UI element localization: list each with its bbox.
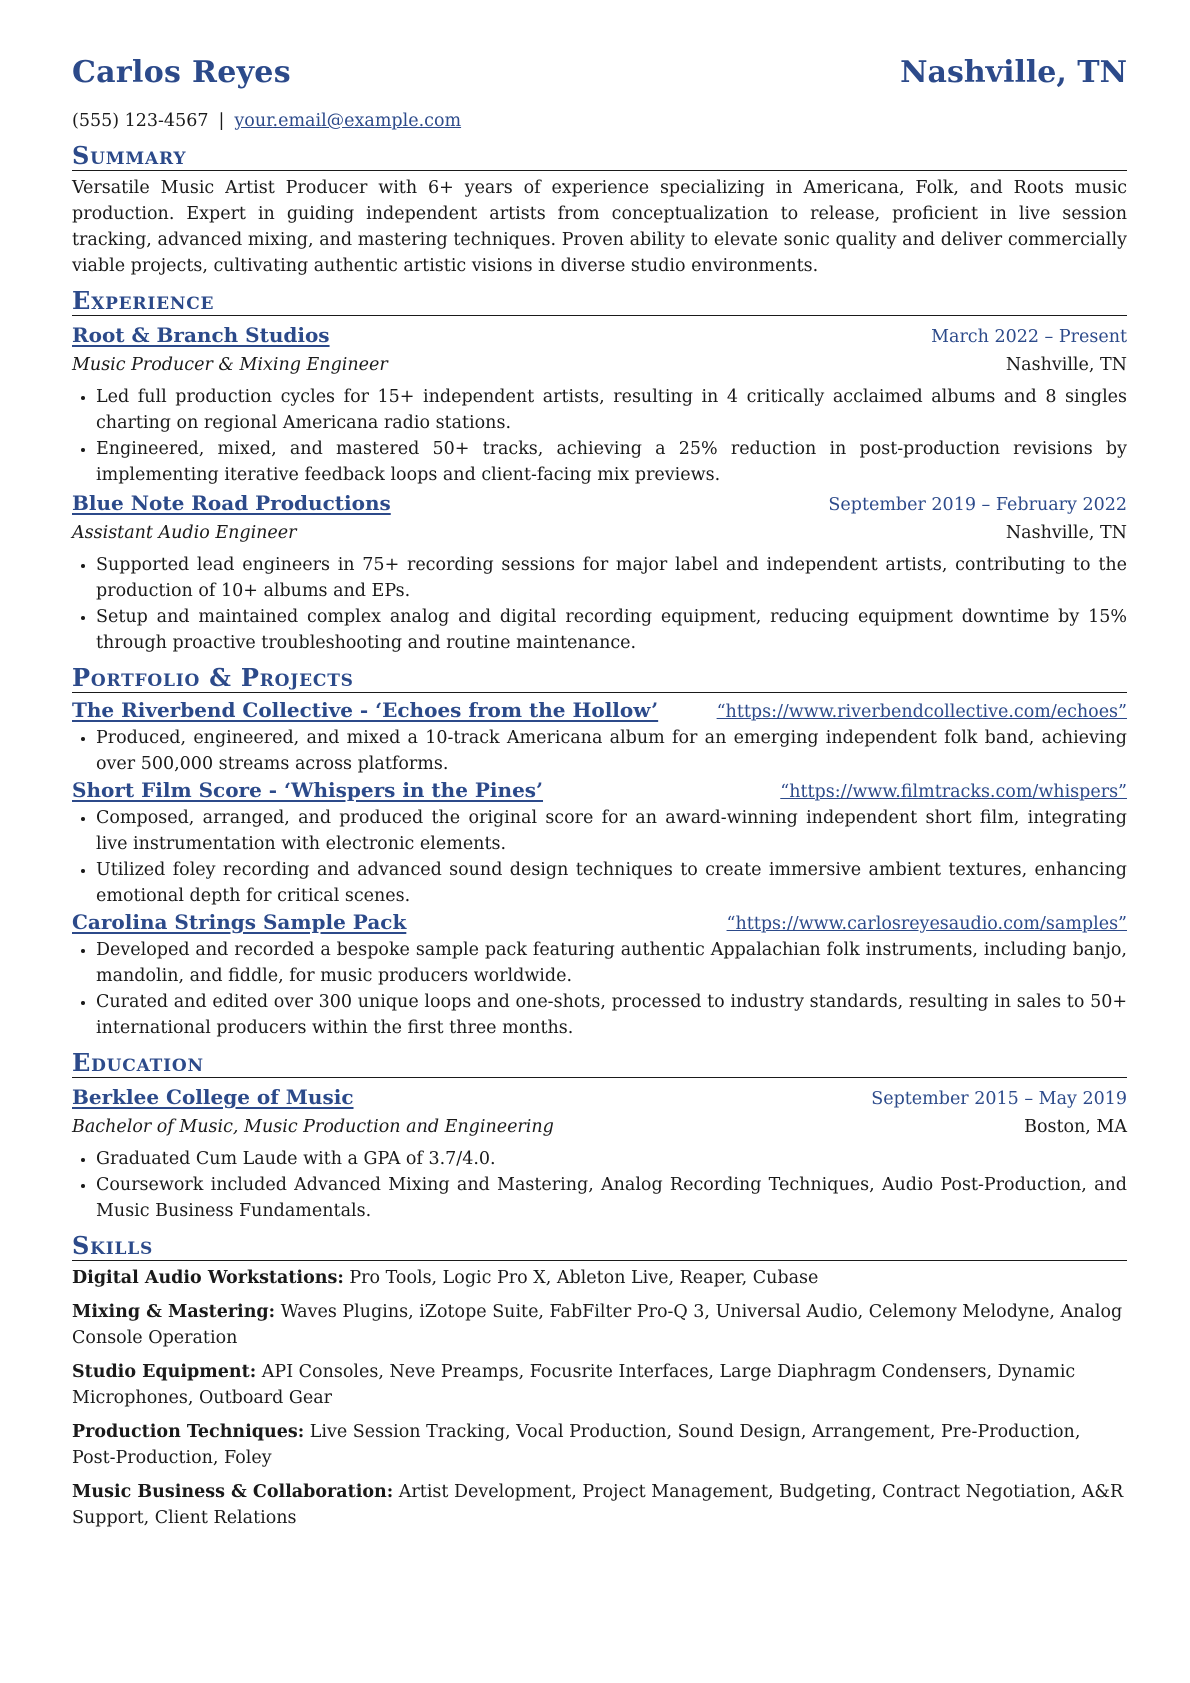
- bullet-item: • Graduated Cum Laude with a GPA of 3.7/4.0.: [96, 1146, 1127, 1172]
- candidate-name: Carlos Reyes: [72, 55, 291, 90]
- project-entry: [72, 697, 1127, 777]
- skill-label: Production Techniques:: [72, 1422, 305, 1442]
- bullet-list: [72, 937, 1127, 1041]
- bullet-item: • Setup and maintained complex analog and digital recording equipment, reducing equipment downtime by 15% through proactive troubleshooting and routine maintenance.: [96, 604, 1127, 656]
- education-section: [72, 1049, 1127, 1224]
- bullet-item: • Curated and edited over 300 unique loops and one-shots, processed to industry standards, resulting in sales to 50+ international producers within the first three months.: [96, 989, 1127, 1041]
- skill-item: [72, 1479, 1127, 1531]
- project-name[interactable]: Short Film Score - ‘Whispers in the Pines’: [72, 778, 544, 802]
- project-entry: [72, 777, 1127, 909]
- bullet-list: [72, 384, 1127, 488]
- portfolio-heading: Portfolio & Projects: [72, 664, 1127, 693]
- job-location: Nashville, TN: [1005, 355, 1127, 375]
- bullet-list: [72, 725, 1127, 777]
- job-title: Music Producer & Mixing Engineer: [72, 355, 388, 375]
- skill-label: Digital Audio Workstations:: [72, 1268, 344, 1288]
- skill-text: Artist Development, Project Management, Budgeting, Contract Negotiation, A&R Support, Client Relations: [72, 1482, 1124, 1528]
- bullet-list: [72, 552, 1127, 656]
- bullet-item: • Led full production cycles for 15+ independent artists, resulting in 4 critically acclaimed albums and 8 singles charting on regional Americana radio stations.: [96, 384, 1127, 436]
- school-name[interactable]: Berklee College of Music: [72, 1085, 354, 1109]
- skill-text: Waves Plugins, iZotope Suite, FabFilter Pro-Q 3, Universal Audio, Celemony Melodyne, Analog Console Operation: [72, 1302, 1123, 1348]
- company-name[interactable]: Root & Branch Studios: [72, 323, 330, 347]
- bullet-list: [72, 1146, 1127, 1224]
- job-title: Assistant Audio Engineer: [72, 523, 297, 543]
- email-link[interactable]: your.email@example.com: [234, 111, 462, 131]
- degree: Bachelor of Music, Music Production and Engineering: [72, 1117, 554, 1137]
- experience-heading: Experience: [72, 287, 1127, 316]
- entry-dates: September 2019 – February 2022: [828, 495, 1127, 515]
- education-entry: [72, 1084, 1127, 1224]
- phone-number: (555) 123-4567: [72, 111, 209, 131]
- experience-section: [72, 287, 1127, 656]
- project-entry: [72, 909, 1127, 1041]
- portfolio-section: [72, 664, 1127, 1041]
- bullet-item: • Coursework included Advanced Mixing and Mastering, Analog Recording Techniques, Audio Post-Production, and Music Business Fundamentals.: [96, 1172, 1127, 1224]
- bullet-item: • Supported lead engineers in 75+ recording sessions for major label and independent artists, contributing to the production of 10+ albums and EPs.: [96, 552, 1127, 604]
- bullet-item: • Developed and recorded a bespoke sample pack featuring authentic Appalachian folk instruments, including banjo, mandolin, and fiddle, for music producers worldwide.: [96, 937, 1127, 989]
- skill-item: [72, 1419, 1127, 1471]
- skill-item: [72, 1299, 1127, 1351]
- bullet-item: • Composed, arranged, and produced the original score for an award-winning independent short film, integrating live instrumentation with electronic elements.: [96, 805, 1127, 857]
- entry-dates: March 2022 – Present: [931, 327, 1127, 347]
- skill-text: Live Session Tracking, Vocal Production, Sound Design, Arrangement, Pre-Production, Post-Production, Foley: [72, 1422, 1081, 1468]
- experience-entry: [72, 490, 1127, 656]
- summary-heading: Summary: [72, 142, 1127, 171]
- skills-section: [72, 1232, 1127, 1531]
- bullet-item: • Utilized foley recording and advanced sound design techniques to create immersive ambient textures, enhancing emotional depth for critical scenes.: [96, 857, 1127, 909]
- summary-section: [72, 142, 1127, 279]
- skill-label: Music Business & Collaboration:: [72, 1482, 394, 1502]
- summary-text: Versatile Music Artist Producer with 6+ years of experience specializing in Americana, Folk, and Roots music production. Expert in guiding independent artists from conceptualization to release, proficient in live session tracking, advanced mixing, and mastering techniques. Proven ability to elevate sonic quality and deliver commercially viable projects, cultivating authentic artistic visions in diverse studio environments.: [72, 178, 1127, 276]
- school-location: Boston, MA: [1024, 1117, 1127, 1137]
- project-link[interactable]: “https://www.riverbendcollective.com/echoes”: [716, 702, 1127, 722]
- skill-text: API Consoles, Neve Preamps, Focusrite Interfaces, Large Diaphragm Condensers, Dynamic Microphones, Outboard Gear: [72, 1362, 1076, 1408]
- contact-separator: |: [218, 111, 225, 131]
- project-link[interactable]: “https://www.carlosreyesaudio.com/samples”: [726, 914, 1127, 934]
- bullet-item: • Produced, engineered, and mixed a 10-track Americana album for an emerging independent folk band, achieving over 500,000 streams across platforms.: [96, 725, 1127, 777]
- job-location: Nashville, TN: [1005, 523, 1127, 543]
- skills-heading: Skills: [72, 1232, 1127, 1261]
- skills-list: [72, 1265, 1127, 1531]
- skill-item: [72, 1359, 1127, 1411]
- header-location: Nashville, TN: [900, 55, 1127, 90]
- experience-entry: [72, 322, 1127, 488]
- project-name[interactable]: Carolina Strings Sample Pack: [72, 910, 407, 934]
- header: [72, 55, 1127, 104]
- entry-dates: September 2015 – May 2019: [871, 1089, 1127, 1109]
- skill-label: Mixing & Mastering:: [72, 1302, 276, 1322]
- education-heading: Education: [72, 1049, 1127, 1078]
- skill-text: Pro Tools, Logic Pro X, Ableton Live, Reaper, Cubase: [349, 1268, 819, 1288]
- company-name[interactable]: Blue Note Road Productions: [72, 491, 391, 515]
- project-name[interactable]: The Riverbend Collective - ‘Echoes from the Hollow’: [72, 698, 659, 722]
- bullet-list: [72, 805, 1127, 909]
- skill-label: Studio Equipment:: [72, 1362, 257, 1382]
- skill-item: [72, 1265, 1127, 1291]
- project-link[interactable]: “https://www.filmtracks.com/whispers”: [780, 782, 1127, 802]
- bullet-item: • Engineered, mixed, and mastered 50+ tracks, achieving a 25% reduction in post-production revisions by implementing iterative feedback loops and client-facing mix previews.: [96, 436, 1127, 488]
- contact-line: [72, 108, 1127, 134]
